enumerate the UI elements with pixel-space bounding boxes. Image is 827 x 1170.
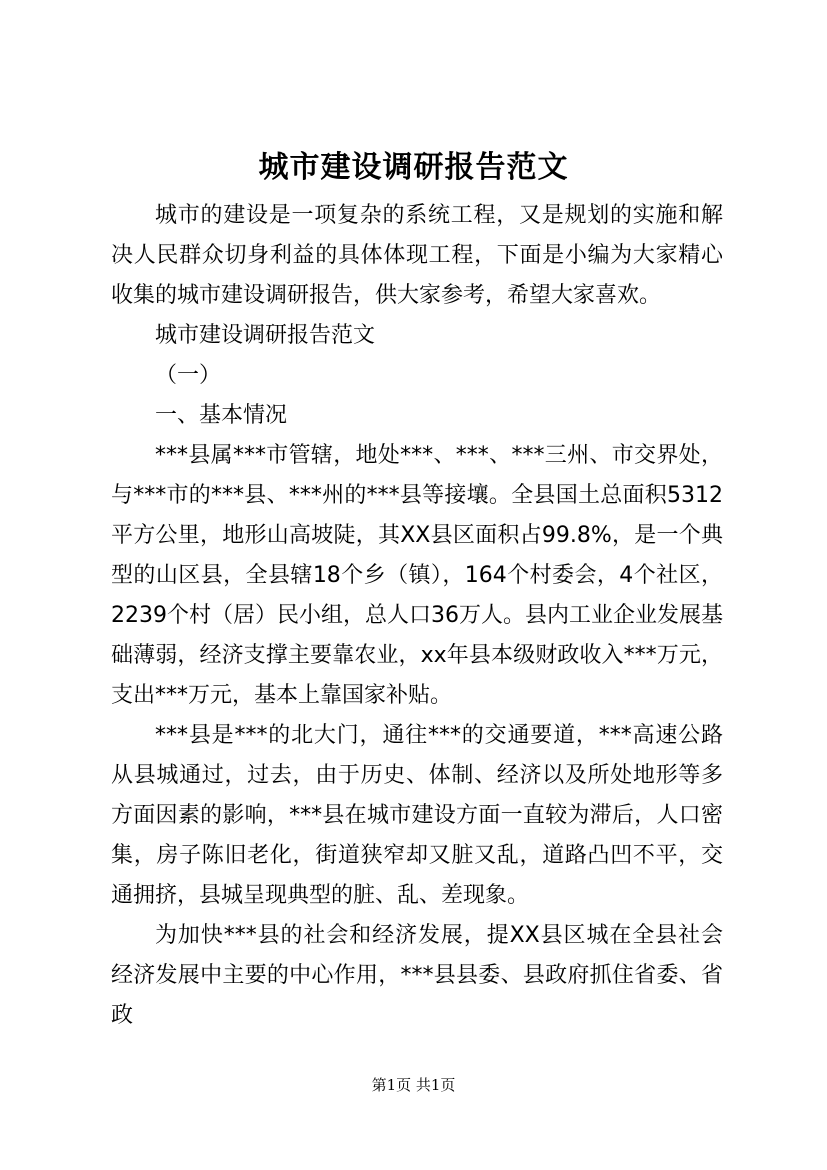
paragraph-development: 为加快***县的社会和经济发展，提XX县区城在全县社会经济发展中主要的中心作用，***县县委、县政府抓住省委、省政 <box>111 923 723 1028</box>
paragraph-county-overview: ***县属***市管辖，地处***、***、***三州、市交界处，与***市的***县、***州的***县等接壤。全县国土总面积5312平方公里，地形山高坡陡，其XX县区面积占99.8%，是一个典型的山区县，全县辖18个乡（镇），164个村委会，4个社区，2239个村（居）民小组，总人口36万人。县内工业企业发展基础薄弱，经济支撑主要靠农业，xx年县本级财政收入***万元，支出***万元，基本上靠国家补贴。 <box>111 443 723 708</box>
paragraph-heading-basic-situation: 一、基本情况 <box>155 403 288 428</box>
document-title: 城市建设调研报告范文 <box>258 150 569 185</box>
document-body <box>111 196 723 1036</box>
page-footer: 第1页 共1页 <box>371 1076 456 1094</box>
paragraph-transport-history: ***县是***的北大门，通往***的交通要道，***高速公路从县城通过，过去，由于历史、体制、经济以及所处地形等多方面因素的影响，***县在城市建设方面一直较为滞后，人口密集，房子陈旧老化，街道狭窄却又脏又乱，道路凸凹不平，交通拥挤，县城呈现典型的脏、乱、差现象。 <box>111 723 723 908</box>
paragraph-subtitle: 城市建设调研报告范文 <box>155 323 376 348</box>
paragraph-section-number: （一） <box>155 363 222 388</box>
paragraph-intro: 城市的建设是一项复杂的系统工程，又是规划的实施和解决人民群众切身利益的具体体现工程，下面是小编为大家精心收集的城市建设调研报告，供大家参考，希望大家喜欢。 <box>111 203 723 308</box>
